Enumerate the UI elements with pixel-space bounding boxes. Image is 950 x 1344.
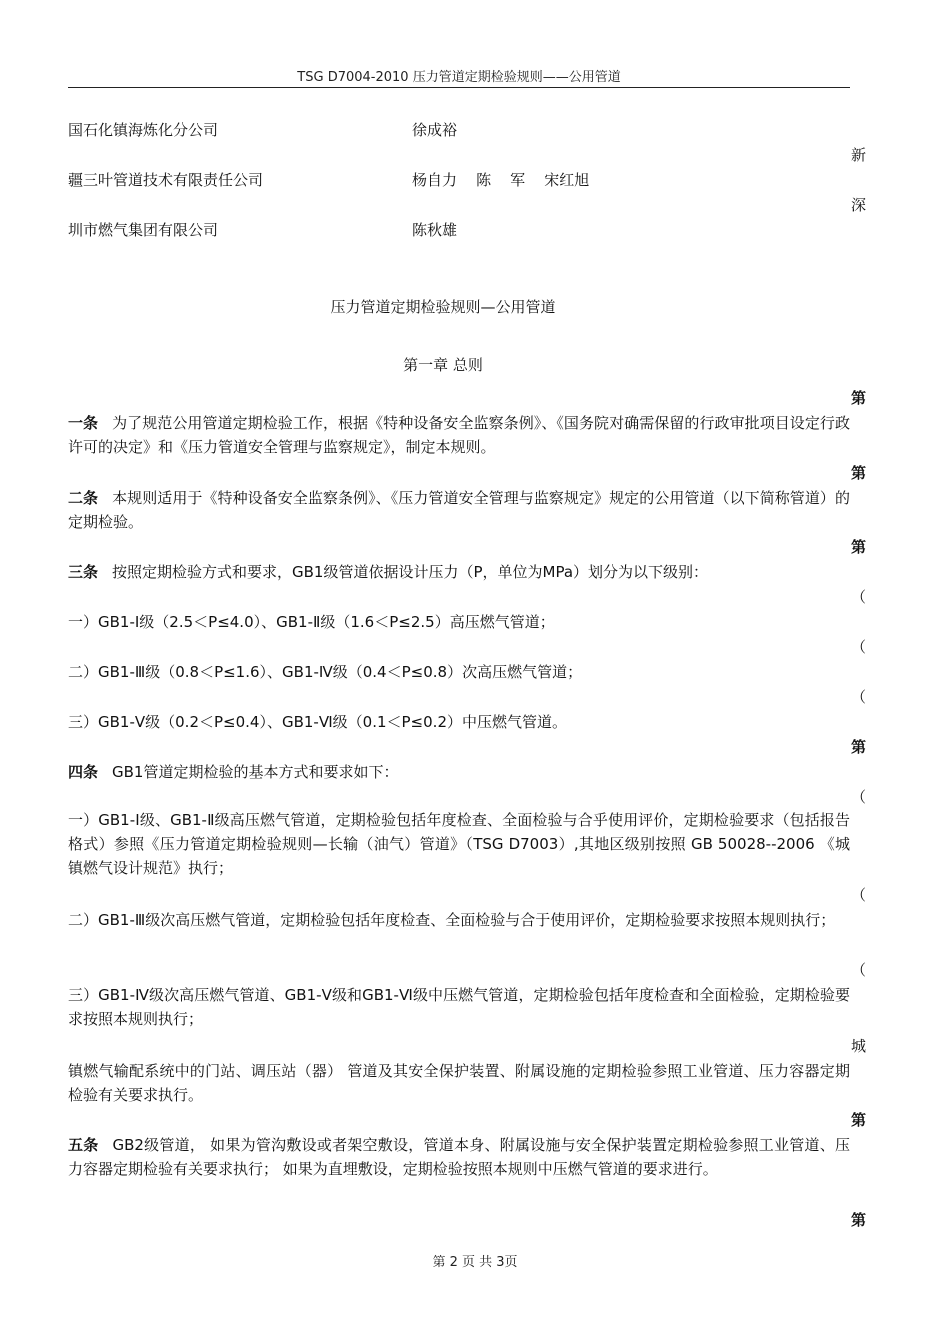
article-3-item: 一）GB1-Ⅰ级（2.5＜P≤4.0）、GB1-Ⅱ级（1.6＜P≤2.5）高压燃气管道；	[68, 613, 555, 631]
article-4-extra: 镇燃气输配系统中的门站、调压站（器） 管道及其安全保护装置、附属设施的定期检验参照工业管道、压力容器定期检验有关要求执行。	[68, 1062, 850, 1104]
chapter-title: 第一章 总则	[403, 356, 483, 374]
article-prefix: 第	[850, 538, 866, 556]
article-prefix: 第	[850, 389, 866, 407]
right-margin-char: 城	[850, 1037, 866, 1055]
item-paren: （	[850, 961, 866, 979]
article-text: GB1管道定期检验的基本方式和要求如下：	[112, 763, 399, 781]
article-prefix: 第	[850, 738, 866, 756]
running-header: TSG D7004-2010 压力管道定期检验规则——公用管道	[297, 70, 621, 85]
article-5	[68, 1133, 850, 1181]
member-name: 陈秋雄	[412, 221, 458, 239]
item-paren: （	[850, 588, 866, 606]
article-prefix: 第	[850, 1211, 866, 1229]
page-footer: 第 2 页 共 3页	[432, 1255, 518, 1270]
article-label: 二条	[68, 489, 99, 507]
article-prefix: 第	[850, 464, 866, 482]
article-prefix: 第	[850, 1111, 866, 1129]
article-text: GB2级管道， 如果为管沟敷设或者架空敷设，管道本身、附属设施与安全保护装置定期检验参照工业管道、压力容器定期检验有关要求执行； 如果为直埋敷设，定期检验按照本规则中压燃气管道的要求进行。	[68, 1136, 850, 1178]
item-paren: （	[850, 638, 866, 656]
article-1	[68, 411, 850, 459]
member-name: 杨自力 陈 军 宋红旭	[412, 171, 590, 189]
article-label: 五条	[68, 1136, 99, 1154]
article-4-item: 一）GB1-Ⅰ级、GB1-Ⅱ级高压燃气管道，定期检验包括年度检查、全面检验与合乎使用评价，定期检验要求（包括报告格式）参照《压力管道定期检验规则—长输（油气）管道》（TSG D7003）,其地区级别按照 GB 50028--2006 《城镇燃气设计规范》执行；	[68, 811, 850, 877]
member-org: 国石化镇海炼化分公司	[68, 121, 219, 139]
right-margin-char: 新	[850, 146, 866, 164]
article-2	[68, 486, 850, 534]
item-paren: （	[850, 688, 866, 706]
header-rule	[68, 87, 850, 88]
item-paren: （	[850, 886, 866, 904]
article-label: 一条	[68, 414, 99, 432]
member-org: 圳市燃气集团有限公司	[68, 221, 219, 239]
article-label: 三条	[68, 563, 99, 581]
member-name: 徐成裕	[412, 121, 458, 139]
article-4-item: 三）GB1-Ⅳ级次高压燃气管道、GB1-Ⅴ级和GB1-Ⅵ级中压燃气管道，定期检验包括年度检查和全面检验，定期检验要求按照本规则执行；	[68, 986, 850, 1028]
article-3-item: 二）GB1-Ⅲ级（0.8＜P≤1.6）、GB1-Ⅳ级（0.4＜P≤0.8）次高压燃气管道；	[68, 663, 583, 681]
article-label: 四条	[68, 763, 99, 781]
article-text: 按照定期检验方式和要求，GB1级管道依据设计压力（P，单位为MPa）划分为以下级别：	[112, 563, 709, 581]
article-text: 本规则适用于《特种设备安全监察条例》、《压力管道安全管理与监察规定》规定的公用管道（以下简称管道）的定期检验。	[68, 489, 850, 531]
article-text: 为了规范公用管道定期检验工作，根据《特种设备安全监察条例》、《国务院对确需保留的行政审批项目设定行政许可的决定》和《压力管道安全管理与监察规定》，制定本规则。	[68, 414, 850, 456]
article-4-item: 二）GB1-Ⅲ级次高压燃气管道，定期检验包括年度检查、全面检验与合于使用评价，定期检验要求按照本规则执行；	[68, 911, 836, 929]
item-paren: （	[850, 788, 866, 806]
document-title: 压力管道定期检验规则—公用管道	[330, 298, 556, 316]
article-3	[68, 560, 850, 584]
member-org: 疆三叶管道技术有限责任公司	[68, 171, 264, 189]
right-margin-char: 深	[850, 196, 866, 214]
article-3-item: 三）GB1-Ⅴ级（0.2＜P≤0.4）、GB1-Ⅵ级（0.1＜P≤0.2）中压燃气管道。	[68, 713, 567, 731]
article-4	[68, 760, 850, 784]
